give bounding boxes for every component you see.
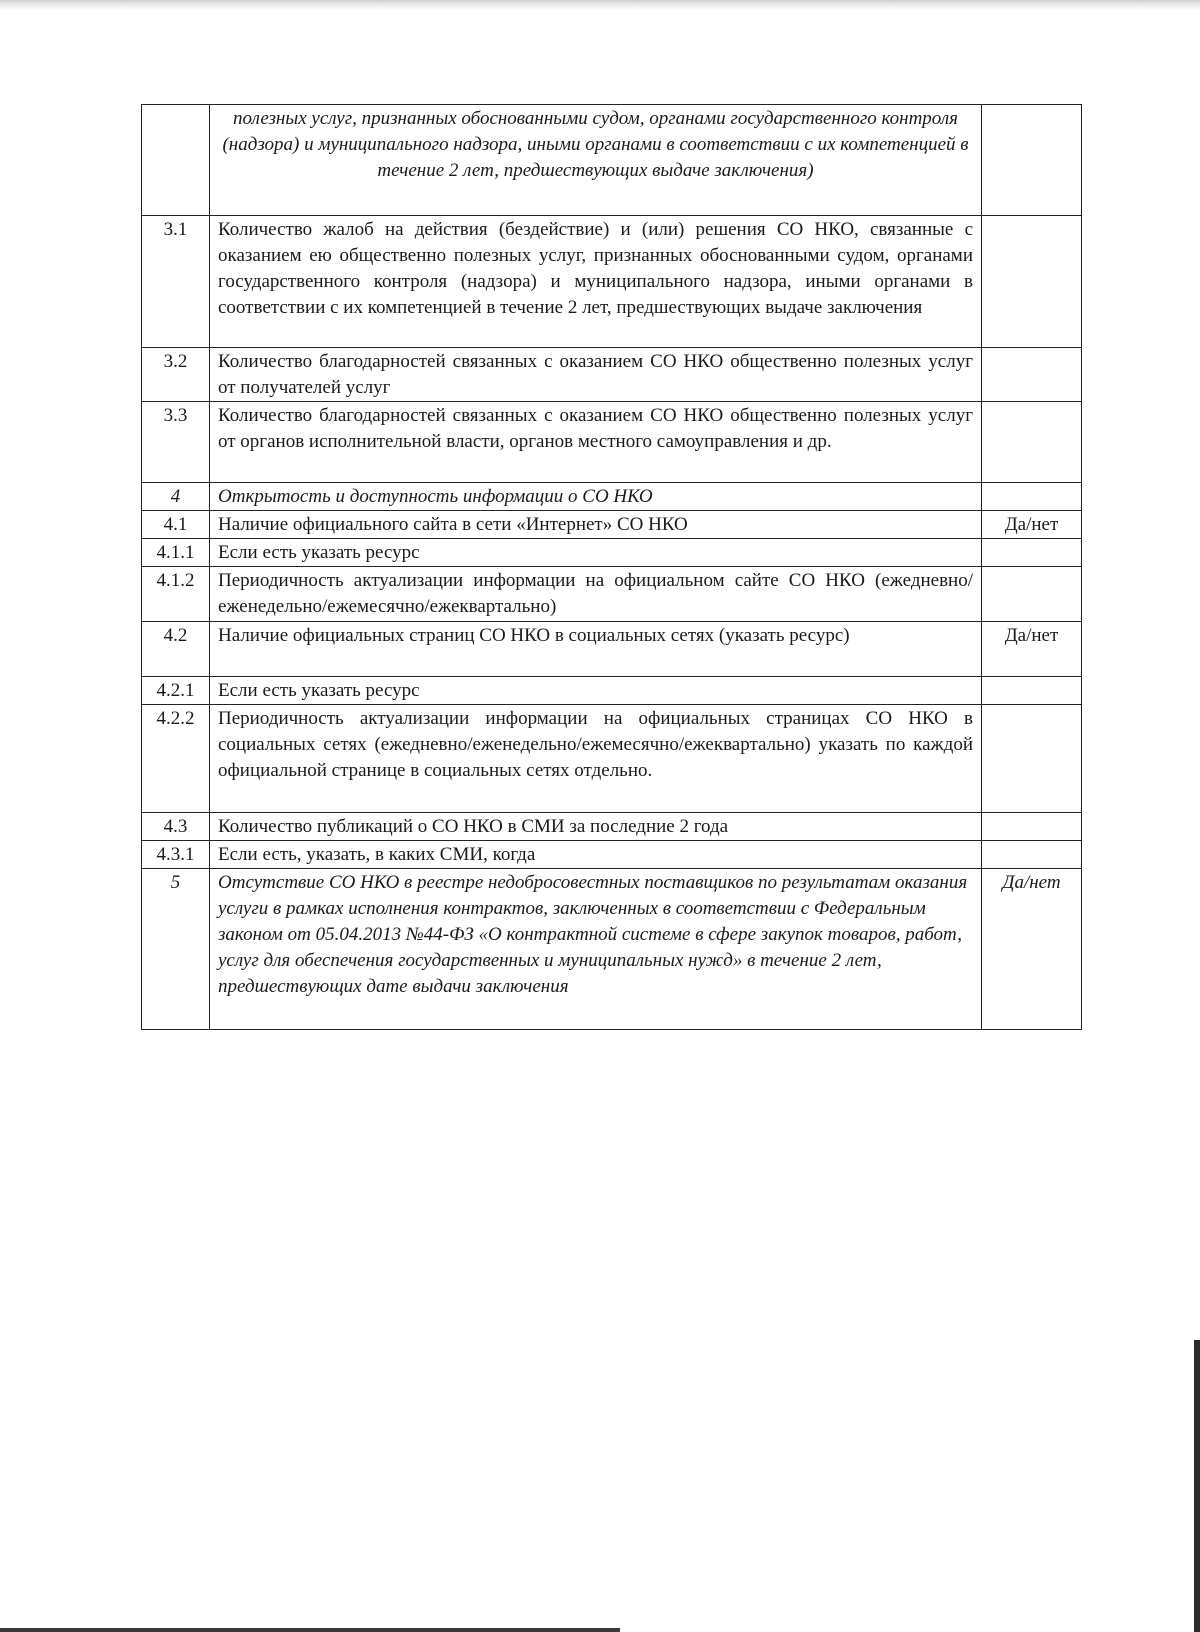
row-value: Да/нет xyxy=(982,622,1082,677)
row-text: Количество благодарностей связанных с оказанием СО НКО общественно полезных услуг от получателей услуг xyxy=(210,348,982,402)
row-number: 4.3 xyxy=(142,813,210,841)
row-number: 5 xyxy=(142,869,210,1030)
table-row xyxy=(142,841,1082,869)
row-number: 4.2.2 xyxy=(142,705,210,813)
row-value xyxy=(982,402,1082,483)
table-row xyxy=(142,677,1082,705)
table-row xyxy=(142,511,1082,539)
table-row xyxy=(142,348,1082,402)
row-text: Количество жалоб на действия (бездействие) и (или) решения СО НКО, связанные с оказанием ею общественно полезных услуг, признанных обоснованными судом, органами государственного контроля (надзора) и муниципального надзора, иными органами в соответствии с их компетенцией в течение 2 лет, предшествующих выдаче заключения xyxy=(210,216,982,348)
row-value: Да/нет xyxy=(982,511,1082,539)
table-row xyxy=(142,402,1082,483)
table-row xyxy=(142,813,1082,841)
row-text: Если есть указать ресурс xyxy=(210,539,982,567)
scan-edge-right xyxy=(1194,1340,1200,1632)
row-text: Если есть указать ресурс xyxy=(210,677,982,705)
row-text: Открытость и доступность информации о СО НКО xyxy=(210,483,982,511)
row-text: Если есть, указать, в каких СМИ, когда xyxy=(210,841,982,869)
row-value xyxy=(982,677,1082,705)
row-text: Количество благодарностей связанных с оказанием СО НКО общественно полезных услуг от органов исполнительной власти, органов местного самоуправления и др. xyxy=(210,402,982,483)
row-value xyxy=(982,813,1082,841)
scan-edge-top xyxy=(0,0,1200,10)
row-text: Периодичность актуализации информации на официальных страницах СО НКО в социальных сетях (ежедневно/еженедельно/ежемесячно/ежеквартально) указать по каждой официальной странице в социальных сетях отдельно. xyxy=(210,705,982,813)
scan-edge-bottom xyxy=(0,1628,620,1632)
row-text: Количество публикаций о СО НКО в СМИ за последние 2 года xyxy=(210,813,982,841)
row-value xyxy=(982,705,1082,813)
table-row xyxy=(142,869,1082,1030)
row-number: 4.1.1 xyxy=(142,539,210,567)
row-value xyxy=(982,841,1082,869)
criteria-table-body xyxy=(142,105,1082,1030)
row-value xyxy=(982,216,1082,348)
row-number: 4.2.1 xyxy=(142,677,210,705)
row-text: Наличие официальных страниц СО НКО в социальных сетях (указать ресурс) xyxy=(210,622,982,677)
row-value xyxy=(982,539,1082,567)
row-value xyxy=(982,567,1082,622)
row-text: Отсутствие СО НКО в реестре недобросовестных поставщиков по результатам оказания услуги в рамках исполнения контрактов, заключенных в соответствии с Федеральным законом от 05.04.2013 №44-ФЗ «О контрактной системе в сфере закупок товаров, работ, услуг для обеспечения государственных и муниципальных нужд» в течение 2 лет, предшествующих дате выдачи заключения xyxy=(210,869,982,1030)
row-text: Периодичность актуализации информации на официальном сайте СО НКО (ежедневно/еженедельно/ежемесячно/ежеквартально) xyxy=(210,567,982,622)
row-value xyxy=(982,483,1082,511)
row-number xyxy=(142,105,210,216)
row-number: 3.1 xyxy=(142,216,210,348)
table-row xyxy=(142,105,1082,216)
table-row xyxy=(142,539,1082,567)
table-row xyxy=(142,216,1082,348)
table-row xyxy=(142,483,1082,511)
row-number: 3.3 xyxy=(142,402,210,483)
row-value xyxy=(982,105,1082,216)
row-number: 4 xyxy=(142,483,210,511)
row-number: 4.3.1 xyxy=(142,841,210,869)
row-number: 4.1 xyxy=(142,511,210,539)
row-number: 4.2 xyxy=(142,622,210,677)
table-row xyxy=(142,705,1082,813)
criteria-table xyxy=(141,104,1082,1030)
row-value xyxy=(982,348,1082,402)
row-number: 3.2 xyxy=(142,348,210,402)
table-row xyxy=(142,567,1082,622)
table-row xyxy=(142,622,1082,677)
row-text: Наличие официального сайта в сети «Интернет» СО НКО xyxy=(210,511,982,539)
row-number: 4.1.2 xyxy=(142,567,210,622)
row-value: Да/нет xyxy=(982,869,1082,1030)
row-text: полезных услуг, признанных обоснованными судом, органами государственного контроля (надзора) и муниципального надзора, иными органами в соответствии с их компетенцией в течение 2 лет, предшествующих выдаче заключения) xyxy=(210,105,982,216)
